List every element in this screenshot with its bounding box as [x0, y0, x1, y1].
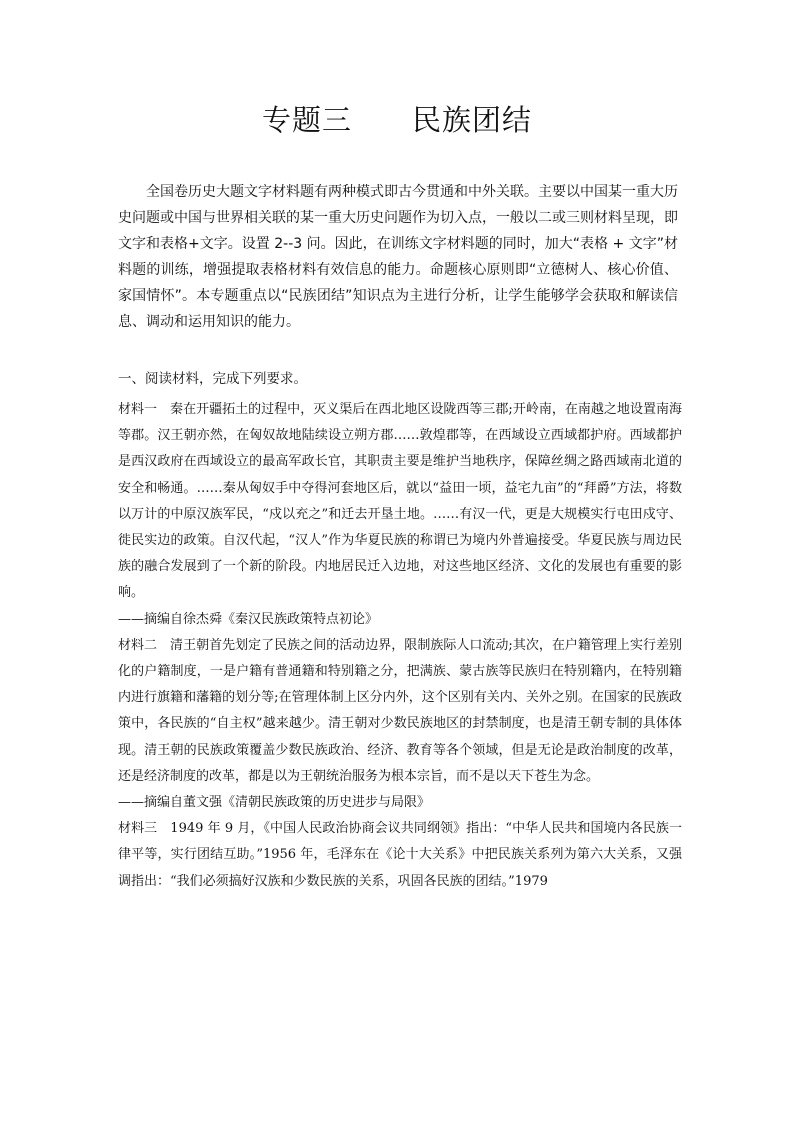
material-one: 材料一 秦在开疆拓土的过程中，灭义渠后在西北地区设陇西等三郡;开岭南，在南越之地设置南海等郡。汉王朝亦然，在匈奴故地陆续设立朔方郡……敦煌郡等，在西域设立西域都护府。西域都护是西汉政府在西域设立的最高军政长官，其职责主要是维护当地秩序，保障丝绸之路西域南北道的安全和畅通。……秦从匈奴手中夺得河套地区后，就以“益田一顷，益宅九亩”的“拜爵”方法，将数以万计的中原汉族军民，“戍以充之”和迁去开垦土地。……有汉一代，更是大规模实行屯田戍守、徙民实边的政策。自汉代起，“汉人”作为华夏民族的称谓已为境内外普遍接受。华夏民族与周边民族的融合发展到了一个新的阶段。内地居民迁入边地，对这些地区经济、文化的发展也有重要的影响。 — [118, 402, 682, 601]
material-one-source: ——摘编自徐杰舜《秦汉民族政策特点初论》 — [118, 611, 379, 627]
page-title: 专题三 民族团结 — [261, 103, 532, 137]
material-two: 材料二 清王朝首先划定了民族之间的活动边界，限制族际人口流动;其次，在户籍管理上实行差别化的户籍制度，一是户籍有普通籍和特别籍之分，把满族、蒙古族等民族归在特别籍内，在特别籍内进行旗籍和藩籍的划分等;在管理体制上区分内外，这个区别有关内、关外之别。在国家的民族政策中，各民族的“自主权”越来越少。清王朝对少数民族地区的封禁制度，也是清王朝专制的具体体现。清王朝的民族政策覆盖少数民族政治、经济、教育等各个领域，但是无论是政治制度的改革，还是经济制度的改革，都是以为王朝统治服务为根本宗旨，而不是以天下苍生为念。 — [118, 637, 682, 784]
material-three: 材料三 1949 年 9 月，《中国人民政治协商会议共同纲领》指出：“中华人民共和国境内各民族一律平等，实行团结互助。”1956 年，毛泽东在《论十大关系》中把民族关系列为第六大关系，又强调指出：“我们必须搞好汉族和少数民族的关系，巩固各民族的团结。”1979 — [118, 821, 682, 889]
question-heading: 一、阅读材料，完成下列要求。 — [118, 371, 307, 387]
intro-paragraph: 全国卷历史大题文字材料题有两种模式即古今贯通和中外关联。主要以中国某一重大历史问题或中国与世界相关联的某一重大历史问题作为切入点，一般以二或三则材料呈现，即文字和表格+文字。设置 2--3 问。因此，在训练文字材料题的同时，加大“表格 + 文字”材料题的训练，增强提取表格材料有效信息的能力。命题核心原则即“立德树人、核心价值、家国情怀”。本专题重点以“民族团结”知识点为主进行分析，让学生能够学会获取和解读信息、调动和运用知识的能力。 — [118, 184, 678, 330]
materials-section — [118, 397, 682, 895]
material-two-source: ——摘编自董文强《清朝民族政策的历史进步与局限》 — [118, 795, 431, 811]
